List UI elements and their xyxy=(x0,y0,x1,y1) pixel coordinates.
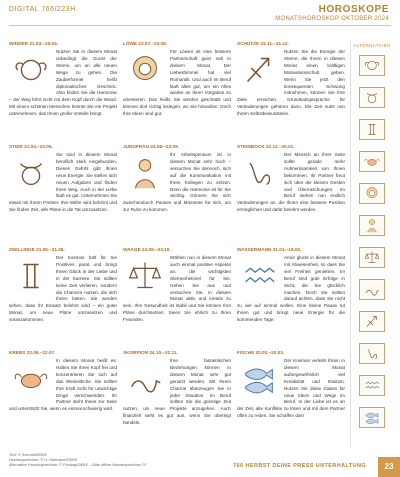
ram-icon xyxy=(9,49,53,91)
sign-name: WIDDER xyxy=(9,41,29,46)
sign-heading xyxy=(123,144,231,150)
sign-text: Der Mensch an Ihrer Seite sollte gerade mehr Aufmerksamkeit von Ihnen bekommen. Ihr Partner freut sich über die kleinen Gesten und Überraschungen. Im Beruf stehen nun endlich Veränderungen an, die Ihnen eine bessere Position ermöglichen und dafür belohnt werden. xyxy=(237,152,345,213)
aquarius-icon xyxy=(237,255,281,297)
sign-heading xyxy=(9,350,117,356)
sign-text: Sie sind in diesem Monat beruflich stark eingebunden. Dieses Gefühl gibt Ihnen neue Energie. Sie stellen sich neuen Aufgaben und finden Ihren Weg. Auch in der Liebe läuft es gut. Unternehmen Sie etwas mit Ihrem Partner. Ihre Mühe wird belohnt und Sie finden Zeit, alle Pläne in die Tat umzusetzen. xyxy=(9,152,117,213)
sign-text: Nutzen Sie in diesem Monat unbedingt die Gunst der Sterne, um an alle neuen Wege zu gehen. Die Zauberformel heißt diplomatisches Geschick. Also finden Sie die Harmonie – der Weg führt nicht mit dem Kopf durch die Wand. Mit einem schönen Menschen könnte Sie ein Projekt unternehmen, das Ihnen große Vorteile bringt. xyxy=(9,49,117,117)
virgin-icon xyxy=(123,152,167,194)
horoscope-löwe xyxy=(123,41,231,138)
page-subtitle: MONATSHOROSKOP OKTOBER 2024 xyxy=(275,16,389,22)
scales-icon xyxy=(123,255,167,297)
sign-text: Ihr Arbeitspensum ist in diesem Monat sehr hoch – versuchen Sie dennoch, sich auf die Kommunikation mit Ihren Kollegen zu setzen. Denn die Harmonie ist für Sie wichtig. Gönnen Sie sich zwischendurch Pausen und Momente für sich, um zur Ruhe zu kommen. xyxy=(123,152,231,213)
sign-text: Amor glückt in diesem Monat mit Abwesenheit, so dass Sie viel Freiheit genießen. Im Beruf sind gute Erfolge in Sicht, die Sie glücklich machen. Doch Sie sollten darauf achten, dass Sie nicht zu viel auf einmal wollen. Eine kleine Pause tut Ihnen gut und bringt neue Energie für die kommenden Tage. xyxy=(237,255,345,323)
sign-name: STEINBOCK xyxy=(237,144,265,149)
sign-heading xyxy=(9,41,117,47)
sign-text: Für Löwen ist eine bessere Partnerschaft ganz nah in diesem Monat. Der Liebeshimmel hat viel Romantik. Und auch im Beruf läuft alles gut, um ein Alles wieder an Ihren Vorgaben zu orientieren. Das heißt, Sie werden geschätzt und können dort richtig loslegen, wo Sie hinwollen. Doch Ihre Ideen sind gut. xyxy=(123,49,231,117)
sign-text: Wählen nun in diesem Monat auch einmal positive Aspekte an, die wichtigsten Sternenhimmel für Sie. Gehen Sie aus und versuchen Sie, in diesem Monat aktiv und kreativ zu sein. Ihre Gesundheit ist stabil und Sie können Ihre Pläne durchsetzen. Seien Sie ehrlich zu Ihren Freunden. xyxy=(123,255,231,323)
sign-dates: 24.09.–23.10. xyxy=(142,247,171,252)
sign-dates: 21.05.–21.06. xyxy=(36,247,65,252)
footer-credit-1: Text: © Schmidt/DEKE xyxy=(9,453,48,457)
alt-capricorn-icon xyxy=(359,343,385,364)
sign-dates: 21.03.–20.04. xyxy=(29,41,59,46)
alt-fish-icon xyxy=(359,407,385,428)
alt-twins-icon xyxy=(359,119,385,140)
horoscope-zwillinge xyxy=(9,247,117,344)
twins-icon xyxy=(9,255,53,297)
horoscope-stier xyxy=(9,144,117,241)
horoscope-widder xyxy=(9,41,117,138)
alt-ram-icon xyxy=(359,55,385,76)
sign-dates: 22.12.–20.01. xyxy=(265,144,295,149)
alt-bull-icon xyxy=(359,87,385,108)
alt-scorpion-icon xyxy=(359,279,385,300)
sign-name: ZWILLINGE xyxy=(9,247,35,252)
sign-dates: 23.07.–23.08. xyxy=(138,41,168,46)
sign-text: Der Kosmos verleiht Ihnen in diesem Monat außergewöhnlich viel Kreativität und Intuition. Nutzen Sie diese Gaben für neue Ideen und Wege im Beruf. In der Liebe ist es an der Zeit, alte Konflikte zu lösen und mit dem Partner offen zu reden. Sie schaffen das! xyxy=(237,358,345,419)
sign-heading xyxy=(123,247,231,253)
horoscope-fische xyxy=(237,350,345,447)
horoscope-wassermann xyxy=(237,247,345,344)
alt-archer-icon xyxy=(359,311,385,332)
header-divider xyxy=(9,25,391,26)
crab-icon xyxy=(9,358,53,400)
header-left: DIGITAL 766/223H xyxy=(9,6,76,13)
page-title: HOROSKOPE xyxy=(318,4,389,15)
alt-aquarius-icon xyxy=(359,375,385,396)
sign-text: Nutzen Sie die Energie der Sterne, die Ihnen in diesem Monat einen kräftigen Motivationsschub geben. Wenn Sie jetzt den konsequenten Schwung mitnehmen, können Sie Ihre Ziele erreichen. Grundsatzgespräche für Veränderungen gehören dazu. Die Zeit nutzt nun Ihrem Selbstbewusstsein. xyxy=(237,49,345,117)
lion-icon xyxy=(123,49,167,91)
sign-text: In diesem Monat heißt es: Halten Sie Ihren Kopf frei und konzentrieren Sie sich auf das Wesentliche. Sie sollten Ihre Kraft nicht für unwichtige Dinge verschwenden. Ihr Partner steht Ihnen zur Seite und unterstützt Sie, wenn es einmal schwierig wird. xyxy=(9,358,117,412)
alt-crab-icon xyxy=(359,151,385,172)
bull-icon xyxy=(9,152,53,194)
sidebar-title: ALTERNATIVEN xyxy=(353,43,391,48)
horoscope-waage xyxy=(123,247,231,344)
footer-magazine: 766 HERBST DEINE PRESS UNTERHALTUNG xyxy=(233,463,366,469)
sign-heading xyxy=(237,350,345,356)
page-number: 23 xyxy=(378,457,400,477)
sign-heading xyxy=(9,247,117,253)
sign-heading xyxy=(123,350,231,356)
sign-name: STIER xyxy=(9,144,23,149)
alt-lion-icon xyxy=(359,183,385,204)
archer-icon xyxy=(237,49,281,91)
sign-dates: 24.10.–22.11. xyxy=(149,350,178,355)
footer-credit-2: Horoskopzeichen: © H. Hartmann/DEKE xyxy=(9,458,78,462)
sign-heading xyxy=(9,144,117,150)
horoscope-jungfrau xyxy=(123,144,231,241)
capricorn-icon xyxy=(237,152,281,194)
sign-dates: 22.06.–22.07. xyxy=(26,350,56,355)
sign-name: KREBS xyxy=(9,350,26,355)
sign-heading xyxy=(237,41,345,47)
sign-name: LÖWE xyxy=(123,41,138,46)
alt-virgin-icon xyxy=(359,215,385,236)
sign-name: FISCHE xyxy=(237,350,255,355)
sign-name: WAAGE xyxy=(123,247,141,252)
footer-credit-3: Alternative Horoskopzeichen: © Pixabay/DEKE – Bitte offline Horoskopzeichen 07 xyxy=(9,463,147,467)
sign-heading xyxy=(237,144,345,150)
horoscope-grid xyxy=(9,41,345,447)
fish-icon xyxy=(237,358,281,400)
sign-name: SCHÜTZE xyxy=(237,41,260,46)
sign-name: SKORPION xyxy=(123,350,149,355)
scorpion-icon xyxy=(123,358,167,400)
horoscope-steinbock xyxy=(237,144,345,241)
alternatives-sidebar xyxy=(350,41,393,447)
sign-dates: 21.01.–19.02. xyxy=(272,247,302,252)
horoscope-krebs xyxy=(9,350,117,447)
sign-dates: 24.08.–23.09. xyxy=(150,144,180,149)
alt-scales-icon xyxy=(359,247,385,268)
sign-heading xyxy=(123,41,231,47)
sign-text: Der Kosmos hält für Sie Positives parat und bringt Ihnen Glück in der Liebe und in der Karriere. Sie sollten keine Zeit verlieren, sondern die Chancen nutzen, die sich Ihnen bieten. Sie werden sehen, dass Ihr Einsatz belohnt wird – ein guter Monat, um neue Pläne umzusetzen und voranzukommen. xyxy=(9,255,117,323)
sign-dates: 21.04.–20.05. xyxy=(24,144,53,149)
sign-dates: 20.02.–20.03. xyxy=(255,350,285,355)
sign-text: Ihre fantastischen Beziehungen können in diesem Monat sehr gut genutzt werden. Mit Ihrem Charme überzeugen Sie in jeder Situation. Im Beruf sollten Sie die günstige Zeit nutzen, um neue Projekte anzugehen. Auch finanziell sieht es gut aus, wenn Sie überlegt handeln. xyxy=(123,358,231,426)
horoscope-schütze xyxy=(237,41,345,138)
horoscope-skorpion xyxy=(123,350,231,447)
sign-name: JUNGFRAU xyxy=(123,144,150,149)
sign-name: WASSERMANN xyxy=(237,247,272,252)
sign-dates: 23.11.–21.12. xyxy=(260,41,289,46)
sign-heading xyxy=(237,247,345,253)
